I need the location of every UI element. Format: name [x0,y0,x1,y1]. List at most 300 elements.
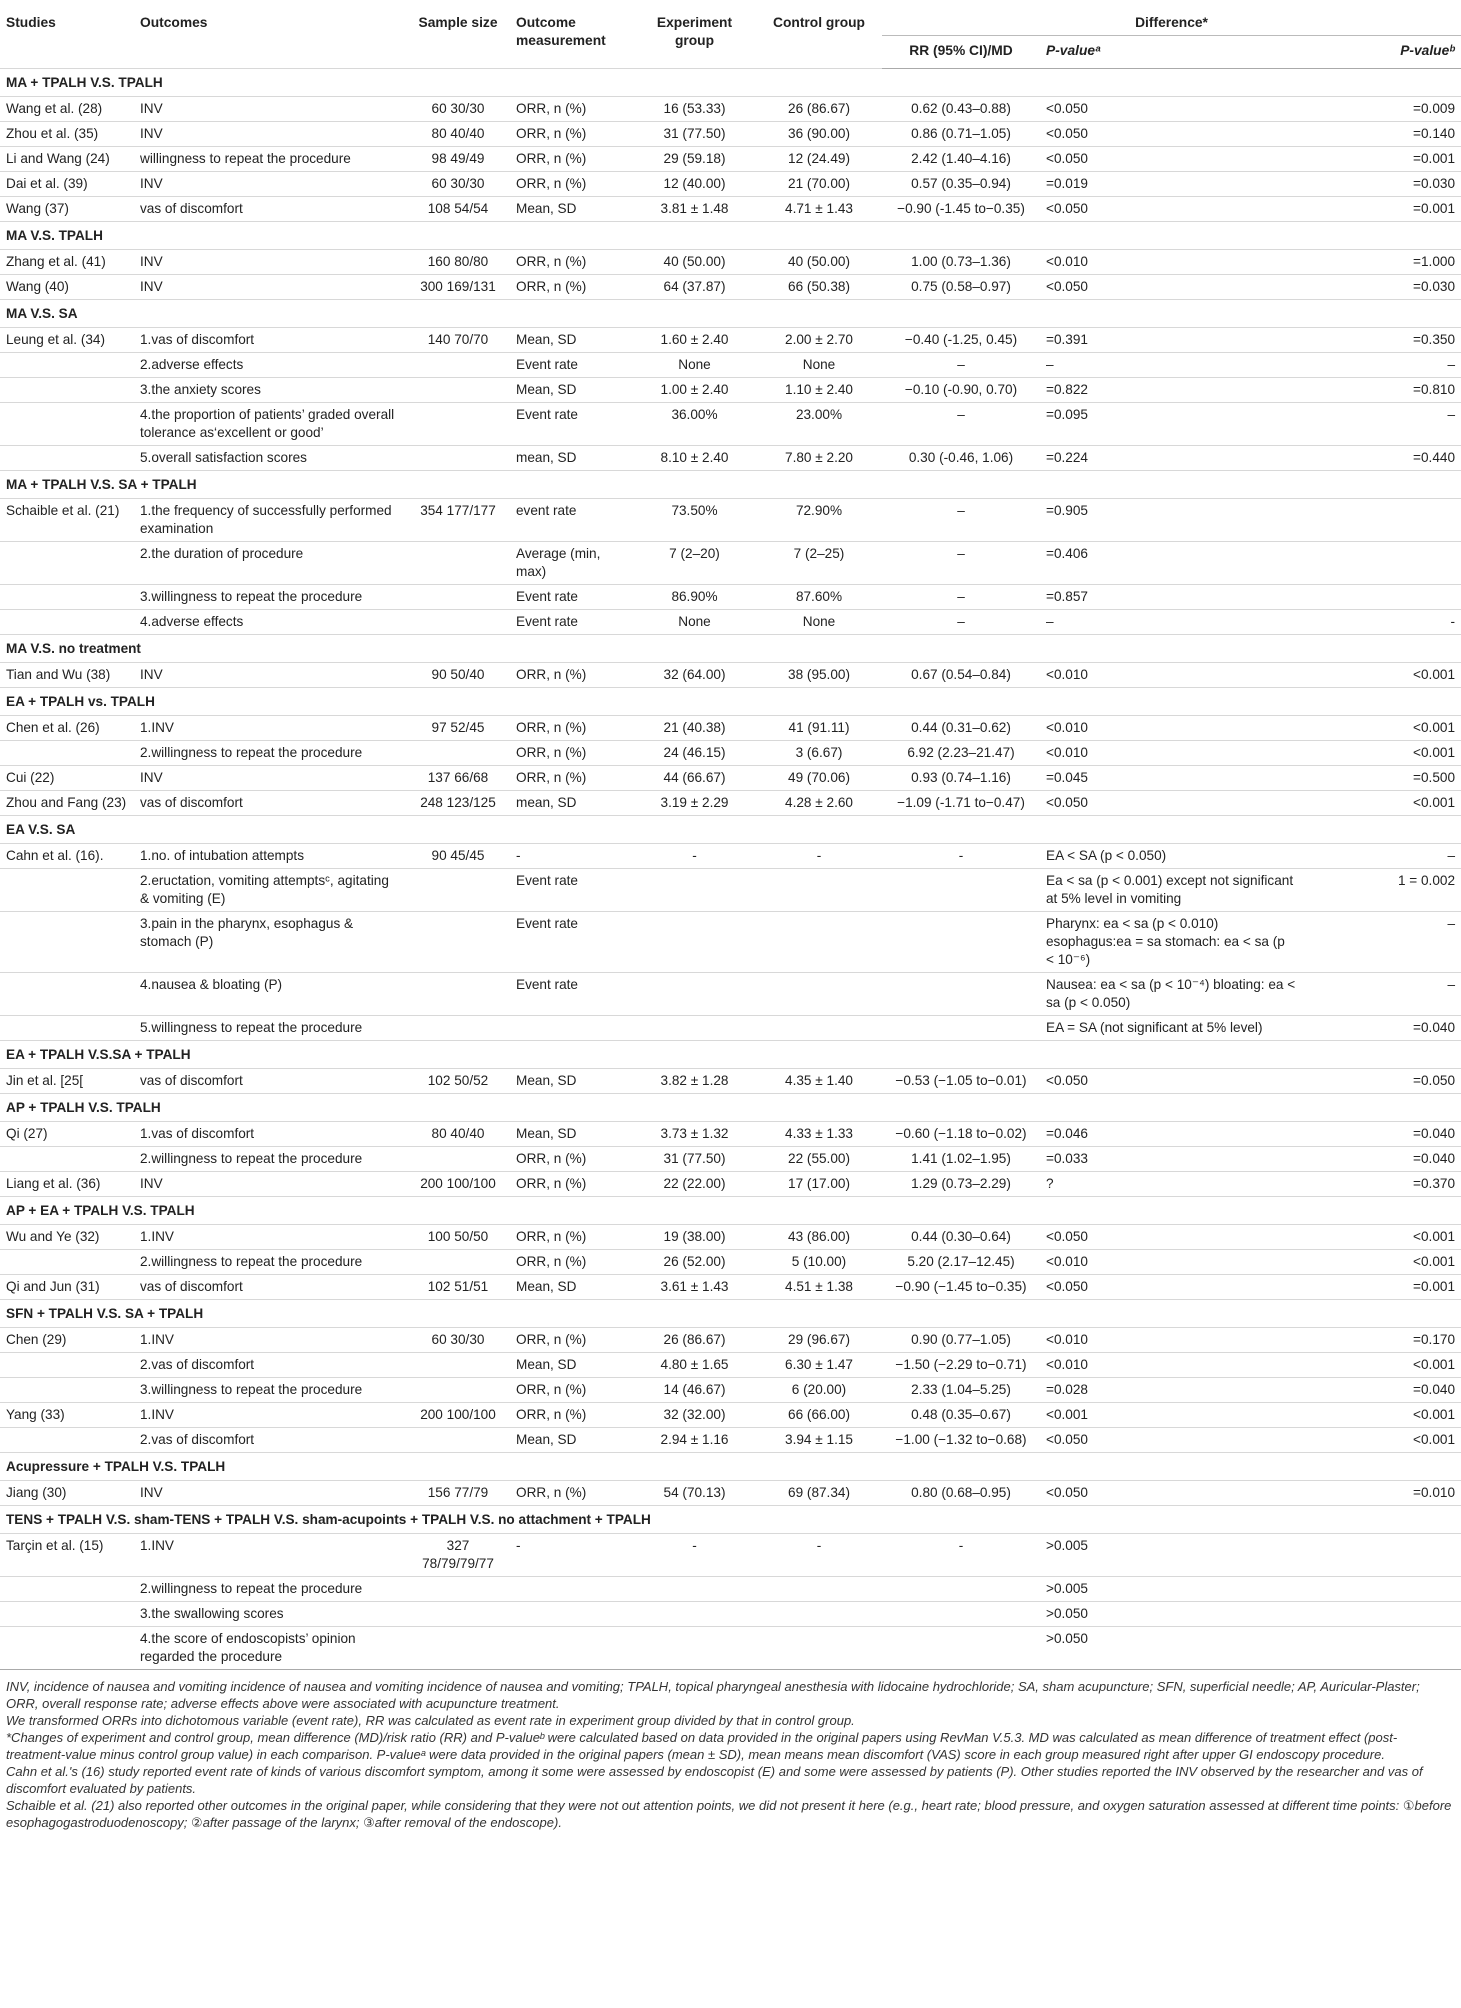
header-outcome-measurement: Outcome measurement [516,15,606,48]
experiment-cell: 29 (59.18) [633,147,756,172]
comparison-group-row [0,1197,1461,1225]
comparison-group-row [0,300,1461,328]
experiment-cell: 21 (40.38) [633,716,756,741]
table-row [0,844,1461,869]
measurement-cell: ORR, n (%) [510,275,633,300]
outcome-cell: INV [134,766,406,791]
p-value-b-cell: – [1302,973,1461,1016]
measurement-cell: Event rate [510,912,633,973]
study-cell: Zhang et al. (41) [0,250,134,275]
sample-size-cell [406,1250,510,1275]
experiment-cell: 40 (50.00) [633,250,756,275]
measurement-cell: Mean, SD [510,1428,633,1453]
measurement-cell [510,1602,633,1627]
rr-cell: 1.00 (0.73–1.36) [882,250,1040,275]
sample-size-cell: 60 30/30 [406,1328,510,1353]
sample-size-cell: 60 30/30 [406,97,510,122]
table-row [0,1403,1461,1428]
experiment-cell: 3.19 ± 2.29 [633,791,756,816]
table-header [0,0,1461,69]
table-row [0,197,1461,222]
study-cell: Wu and Ye (32) [0,1225,134,1250]
sample-size-cell [406,869,510,912]
comparison-group-row [0,688,1461,716]
control-cell: 41 (91.11) [756,716,882,741]
experiment-cell [633,1627,756,1670]
table-row [0,610,1461,635]
table-row [0,1353,1461,1378]
study-cell [0,1016,134,1041]
table-row [0,147,1461,172]
study-cell: Chen (29) [0,1328,134,1353]
rr-cell: – [882,610,1040,635]
rr-cell: – [882,403,1040,446]
comparison-group-label: SFN + TPALH V.S. SA + TPALH [0,1300,1461,1328]
experiment-cell: 22 (22.00) [633,1172,756,1197]
experiment-cell [633,1016,756,1041]
sample-size-cell: 300 169/131 [406,275,510,300]
experiment-cell: 31 (77.50) [633,122,756,147]
rr-cell: 0.62 (0.43–0.88) [882,97,1040,122]
outcome-cell: 3.the anxiety scores [134,378,406,403]
comparison-group-row [0,222,1461,250]
sample-size-cell: 90 50/40 [406,663,510,688]
table-row [0,585,1461,610]
table-row [0,275,1461,300]
experiment-cell: 54 (70.13) [633,1481,756,1506]
p-value-a-cell: =0.028 [1040,1378,1302,1403]
measurement-cell: ORR, n (%) [510,250,633,275]
experiment-cell: 16 (53.33) [633,97,756,122]
table-row [0,741,1461,766]
table-row [0,1122,1461,1147]
table-row [0,122,1461,147]
table-row [0,328,1461,353]
table-row [0,1627,1461,1670]
measurement-cell: ORR, n (%) [510,766,633,791]
rr-cell: 2.33 (1.04–5.25) [882,1378,1040,1403]
table-row [0,250,1461,275]
control-cell: 36 (90.00) [756,122,882,147]
control-cell: 3.94 ± 1.15 [756,1428,882,1453]
sample-size-cell [406,446,510,471]
experiment-cell [633,1602,756,1627]
measurement-cell: Event rate [510,973,633,1016]
rr-cell: 0.44 (0.30–0.64) [882,1225,1040,1250]
control-cell [756,912,882,973]
experiment-cell: 32 (32.00) [633,1403,756,1428]
control-cell: 4.33 ± 1.33 [756,1122,882,1147]
p-value-b-cell: <0.001 [1302,663,1461,688]
outcome-cell: 2.vas of discomfort [134,1353,406,1378]
p-value-a-cell: <0.010 [1040,741,1302,766]
rr-cell: −0.90 (-1.45 to−0.35) [882,197,1040,222]
table-row [0,1378,1461,1403]
p-value-a-cell: <0.050 [1040,1225,1302,1250]
rr-cell: - [882,844,1040,869]
rr-cell: 2.42 (1.40–4.16) [882,147,1040,172]
table-row [0,766,1461,791]
outcome-cell: INV [134,1172,406,1197]
comparison-group-row [0,635,1461,663]
p-value-b-cell: =0.040 [1302,1147,1461,1172]
control-cell: 1.10 ± 2.40 [756,378,882,403]
study-cell [0,1378,134,1403]
p-value-b-cell: <0.001 [1302,741,1461,766]
measurement-cell: Event rate [510,585,633,610]
table-row [0,403,1461,446]
p-value-a-cell: <0.050 [1040,1275,1302,1300]
table-row [0,378,1461,403]
measurement-cell: - [510,1534,633,1577]
comparison-group-label: EA + TPALH V.S.SA + TPALH [0,1041,1461,1069]
rr-cell: 1.41 (1.02–1.95) [882,1147,1040,1172]
p-value-b-cell: =0.140 [1302,122,1461,147]
rr-cell: −0.10 (-0.90, 0.70) [882,378,1040,403]
rr-cell: – [882,499,1040,542]
p-value-a-cell: =0.095 [1040,403,1302,446]
study-cell [0,973,134,1016]
sample-size-cell: 98 49/49 [406,147,510,172]
p-value-b-cell: =0.170 [1302,1328,1461,1353]
control-cell [756,1016,882,1041]
measurement-cell: Mean, SD [510,1122,633,1147]
p-value-a-cell: =0.822 [1040,378,1302,403]
experiment-cell: 44 (66.67) [633,766,756,791]
table-row [0,1428,1461,1453]
p-value-b-cell: =0.009 [1302,97,1461,122]
table-row [0,1172,1461,1197]
experiment-cell [633,973,756,1016]
table-row [0,353,1461,378]
rr-cell: – [882,353,1040,378]
sample-size-cell: 102 50/52 [406,1069,510,1094]
p-value-a-cell: >0.005 [1040,1577,1302,1602]
outcome-cell: vas of discomfort [134,197,406,222]
p-value-b-cell [1302,1602,1461,1627]
comparison-group-row [0,816,1461,844]
control-cell: 3 (6.67) [756,741,882,766]
p-value-a-cell: =0.224 [1040,446,1302,471]
outcome-cell: INV [134,663,406,688]
p-value-a-cell: >0.050 [1040,1602,1302,1627]
rr-cell: −0.90 (−1.45 to−0.35) [882,1275,1040,1300]
table-row [0,1016,1461,1041]
measurement-cell: Mean, SD [510,328,633,353]
experiment-cell: 36.00% [633,403,756,446]
rr-cell: 1.29 (0.73–2.29) [882,1172,1040,1197]
p-value-b-cell: – [1302,844,1461,869]
rr-cell [882,1016,1040,1041]
rr-cell: 0.67 (0.54–0.84) [882,663,1040,688]
control-cell [756,1577,882,1602]
experiment-cell: 7 (2–20) [633,542,756,585]
experiment-cell: 3.81 ± 1.48 [633,197,756,222]
experiment-cell: 73.50% [633,499,756,542]
sample-size-cell: 327 78/79/79/77 [406,1534,510,1577]
p-value-a-cell: <0.010 [1040,716,1302,741]
study-cell [0,912,134,973]
study-cell [0,1353,134,1378]
sample-size-cell [406,1577,510,1602]
study-cell [0,353,134,378]
study-cell [0,585,134,610]
measurement-cell: Mean, SD [510,1353,633,1378]
measurement-cell: - [510,844,633,869]
experiment-cell: 8.10 ± 2.40 [633,446,756,471]
rr-cell: 0.57 (0.35–0.94) [882,172,1040,197]
table-row [0,791,1461,816]
measurement-cell: ORR, n (%) [510,1147,633,1172]
experiment-cell: 31 (77.50) [633,1147,756,1172]
study-cell [0,542,134,585]
outcome-cell: 2.eructation, vomiting attemptsᶜ, agitating & vomiting (E) [134,869,406,912]
sample-size-cell [406,610,510,635]
comparison-group-label: TENS + TPALH V.S. sham-TENS + TPALH V.S. sham-acupoints + TPALH V.S. no attachment + TPALH [0,1506,1461,1534]
p-value-a-cell: Pharynx: ea < sa (p < 0.010) esophagus:ea = sa stomach: ea < sa (p < 10⁻⁶) [1040,912,1302,973]
rr-cell: −0.60 (−1.18 to−0.02) [882,1122,1040,1147]
study-cell: Liang et al. (36) [0,1172,134,1197]
comparison-group-label: EA + TPALH vs. TPALH [0,688,1461,716]
sample-size-cell [406,585,510,610]
comparison-group-row [0,69,1461,97]
sample-size-cell [406,1353,510,1378]
p-value-b-cell: =0.350 [1302,328,1461,353]
p-value-b-cell: - [1302,610,1461,635]
table-row [0,1481,1461,1506]
rr-cell: 0.30 (-0.46, 1.06) [882,446,1040,471]
header-control-group: Control group [773,15,865,30]
rr-cell [882,869,1040,912]
table-row [0,1069,1461,1094]
measurement-cell: ORR, n (%) [510,147,633,172]
measurement-cell: ORR, n (%) [510,663,633,688]
rr-cell: 0.93 (0.74–1.16) [882,766,1040,791]
study-cell [0,1147,134,1172]
outcome-cell: 1.the frequency of successfully performed examination [134,499,406,542]
p-value-b-cell: =0.370 [1302,1172,1461,1197]
p-value-b-cell: <0.001 [1302,1250,1461,1275]
footnote: INV, incidence of nausea and vomiting incidence of nausea and vomiting incidence of nausea and vomiting; TPALH, topical pharyngeal anesthesia with lidocaine hydrochloride; SA, sham acupuncture; SFN, superficial needle; AP, Auricular-Plaster; ORR, overall response rate; adverse effects above were associated with acupuncture treatment. [6,1679,1420,1711]
experiment-cell: - [633,844,756,869]
table-row [0,542,1461,585]
sample-size-cell [406,1016,510,1041]
study-cell: Cui (22) [0,766,134,791]
study-cell: Zhou and Fang (23) [0,791,134,816]
measurement-cell: ORR, n (%) [510,1250,633,1275]
header-studies: Studies [6,15,56,30]
study-cell [0,403,134,446]
experiment-cell: 1.00 ± 2.40 [633,378,756,403]
table-row [0,499,1461,542]
p-value-b-cell: <0.001 [1302,791,1461,816]
outcome-cell: 5.willingness to repeat the procedure [134,1016,406,1041]
control-cell: 2.00 ± 2.70 [756,328,882,353]
outcome-cell: vas of discomfort [134,1275,406,1300]
p-value-a-cell: ? [1040,1172,1302,1197]
header-p-value-a: P-valueᵃ [1040,36,1302,69]
p-value-a-cell: Ea < sa (p < 0.001) except not significant at 5% level in vomiting [1040,869,1302,912]
p-value-a-cell: <0.010 [1040,250,1302,275]
p-value-b-cell [1302,499,1461,542]
outcome-cell: 2.the duration of procedure [134,542,406,585]
outcome-cell: 4.adverse effects [134,610,406,635]
comparison-group-row [0,1094,1461,1122]
experiment-cell: 14 (46.67) [633,1378,756,1403]
outcome-cell: 1.INV [134,1403,406,1428]
p-value-b-cell [1302,1627,1461,1670]
control-cell: 87.60% [756,585,882,610]
control-cell [756,1627,882,1670]
study-cell: Tian and Wu (38) [0,663,134,688]
control-cell: 43 (86.00) [756,1225,882,1250]
p-value-b-cell: =0.500 [1302,766,1461,791]
rr-cell [882,1627,1040,1670]
measurement-cell: ORR, n (%) [510,172,633,197]
outcome-cell: 3.willingness to repeat the procedure [134,1378,406,1403]
control-cell: 6.30 ± 1.47 [756,1353,882,1378]
p-value-a-cell: <0.050 [1040,197,1302,222]
sample-size-cell [406,403,510,446]
rr-cell: – [882,585,1040,610]
comparison-group-label: MA V.S. TPALH [0,222,1461,250]
p-value-b-cell: 1 = 0.002 [1302,869,1461,912]
rr-cell: 5.20 (2.17–12.45) [882,1250,1040,1275]
table-body [0,69,1461,1670]
sample-size-cell: 200 100/100 [406,1172,510,1197]
control-cell [756,869,882,912]
experiment-cell: 32 (64.00) [633,663,756,688]
measurement-cell: ORR, n (%) [510,1481,633,1506]
experiment-cell: 1.60 ± 2.40 [633,328,756,353]
measurement-cell: ORR, n (%) [510,122,633,147]
p-value-a-cell: <0.010 [1040,1328,1302,1353]
header-experiment-group: Experiment group [656,15,733,48]
control-cell: 66 (50.38) [756,275,882,300]
measurement-cell: ORR, n (%) [510,741,633,766]
header-p-value-b: P-valueᵇ [1302,36,1461,69]
outcome-cell: 1.vas of discomfort [134,1122,406,1147]
control-cell: 4.35 ± 1.40 [756,1069,882,1094]
study-cell: Leung et al. (34) [0,328,134,353]
p-value-a-cell: =0.406 [1040,542,1302,585]
experiment-cell: None [633,353,756,378]
experiment-cell: 26 (86.67) [633,1328,756,1353]
measurement-cell [510,1627,633,1670]
study-cell: Qi and Jun (31) [0,1275,134,1300]
p-value-a-cell: =0.046 [1040,1122,1302,1147]
p-value-b-cell: =0.001 [1302,1275,1461,1300]
measurement-cell: ORR, n (%) [510,1403,633,1428]
sample-size-cell: 80 40/40 [406,122,510,147]
study-cell: Wang (37) [0,197,134,222]
table-row [0,1534,1461,1577]
p-value-b-cell: <0.001 [1302,1225,1461,1250]
rr-cell: 6.92 (2.23–21.47) [882,741,1040,766]
control-cell: 22 (55.00) [756,1147,882,1172]
outcome-cell: vas of discomfort [134,1069,406,1094]
p-value-a-cell: EA < SA (p < 0.050) [1040,844,1302,869]
p-value-b-cell: – [1302,403,1461,446]
rr-cell: 0.75 (0.58–0.97) [882,275,1040,300]
table-row [0,172,1461,197]
table-row [0,912,1461,973]
p-value-a-cell: EA = SA (not significant at 5% level) [1040,1016,1302,1041]
p-value-a-cell: <0.010 [1040,1250,1302,1275]
control-cell: 5 (10.00) [756,1250,882,1275]
rr-cell: 0.44 (0.31–0.62) [882,716,1040,741]
measurement-cell: Average (min, max) [510,542,633,585]
experiment-cell: 19 (38.00) [633,1225,756,1250]
comparison-group-label: MA V.S. SA [0,300,1461,328]
p-value-a-cell: <0.050 [1040,275,1302,300]
outcome-cell: 3.the swallowing scores [134,1602,406,1627]
study-cell [0,869,134,912]
sample-size-cell [406,741,510,766]
study-cell: Qi (27) [0,1122,134,1147]
measurement-cell: Event rate [510,403,633,446]
sample-size-cell [406,973,510,1016]
experiment-cell: 64 (37.87) [633,275,756,300]
p-value-b-cell: <0.001 [1302,716,1461,741]
comparison-group-label: EA V.S. SA [0,816,1461,844]
study-cell: Dai et al. (39) [0,172,134,197]
p-value-a-cell: =0.033 [1040,1147,1302,1172]
sample-size-cell [406,1147,510,1172]
rr-cell: 0.90 (0.77–1.05) [882,1328,1040,1353]
table-row [0,1577,1461,1602]
control-cell: None [756,353,882,378]
control-cell: 66 (66.00) [756,1403,882,1428]
sample-size-cell [406,1378,510,1403]
measurement-cell: ORR, n (%) [510,97,633,122]
p-value-b-cell [1302,1534,1461,1577]
p-value-a-cell: =0.045 [1040,766,1302,791]
study-cell: Tarçin et al. (15) [0,1534,134,1577]
outcome-cell: 4.the score of endoscopists’ opinion regarded the procedure [134,1627,406,1670]
outcome-cell: 3.willingness to repeat the procedure [134,585,406,610]
study-cell [0,1627,134,1670]
p-value-a-cell: <0.001 [1040,1403,1302,1428]
rr-cell [882,1602,1040,1627]
rr-cell: −0.40 (-1.25, 0.45) [882,328,1040,353]
control-cell: 4.71 ± 1.43 [756,197,882,222]
table-row [0,1328,1461,1353]
measurement-cell: ORR, n (%) [510,1378,633,1403]
sample-size-cell [406,1627,510,1670]
footnote: Cahn et al.'s (16) study reported event rate of kinds of various discomfort symptom, among it some were assessed by endoscopist (E) and some were assessed by patients (P). Other studies reported the INV observed by the researcher and vas of discomfort evaluated by patients. [6,1764,1423,1796]
outcome-cell: 2.vas of discomfort [134,1428,406,1453]
measurement-cell: ORR, n (%) [510,1225,633,1250]
sample-size-cell: 102 51/51 [406,1275,510,1300]
experiment-cell: 2.94 ± 1.16 [633,1428,756,1453]
control-cell: 4.51 ± 1.38 [756,1275,882,1300]
control-cell: 7.80 ± 2.20 [756,446,882,471]
sample-size-cell: 160 80/80 [406,250,510,275]
sample-size-cell: 97 52/45 [406,716,510,741]
p-value-b-cell: =0.440 [1302,446,1461,471]
control-cell: 69 (87.34) [756,1481,882,1506]
p-value-b-cell: =0.040 [1302,1122,1461,1147]
sample-size-cell: 60 30/30 [406,172,510,197]
control-cell: 23.00% [756,403,882,446]
p-value-b-cell: =0.050 [1302,1069,1461,1094]
sample-size-cell: 248 123/125 [406,791,510,816]
outcome-cell: 4.the proportion of patients’ graded overall tolerance as‘excellent or good’ [134,403,406,446]
p-value-a-cell: >0.005 [1040,1534,1302,1577]
study-cell: Li and Wang (24) [0,147,134,172]
rr-cell: −1.50 (−2.29 to−0.71) [882,1353,1040,1378]
